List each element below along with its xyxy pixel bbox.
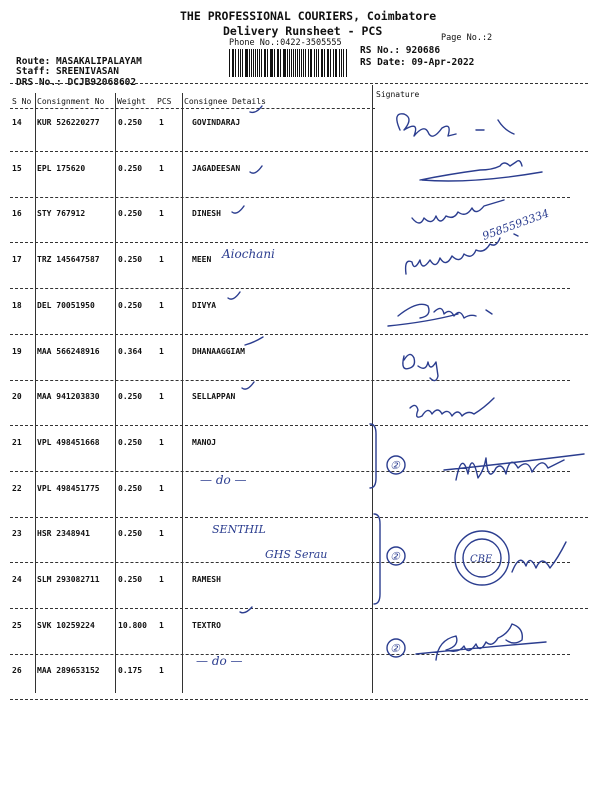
row-divider: [10, 242, 588, 243]
barcode-bar: [240, 49, 241, 77]
row-consignment-no: DEL 70051950: [37, 301, 95, 310]
row-weight: 0.250: [118, 484, 143, 493]
row-consignment-no: KUR 526220277: [37, 118, 100, 127]
company-stamp: [455, 531, 509, 585]
row-consignment-no: SVK 10259224: [37, 621, 95, 630]
barcode-bar: [280, 49, 281, 77]
row-consignee: TEXTRO: [192, 621, 221, 630]
header-rule-bottom: [10, 108, 375, 109]
row-weight: 0.250: [118, 209, 143, 218]
row-consignment-no: MAA 566248916: [37, 347, 100, 356]
barcode-bar: [246, 49, 247, 77]
row-consignee: RAMESH: [192, 575, 221, 584]
barcode-bar: [308, 49, 309, 77]
barcode-bar: [229, 49, 230, 77]
row-consignment-no: HSR 2348941: [37, 529, 90, 538]
row-pcs: 1: [159, 575, 164, 584]
row-sno: 25: [12, 621, 22, 630]
row-weight: 0.250: [118, 301, 143, 310]
row-weight: 0.364: [118, 347, 143, 356]
row-divider: [10, 380, 570, 381]
runsheet-title: Delivery Runsheet - PCS: [223, 24, 383, 38]
signature-row19: [403, 354, 438, 380]
drs-number: DRS No.: DCJB92068602: [16, 77, 137, 88]
row-divider: [10, 654, 570, 655]
row-sno: 23: [12, 529, 22, 538]
barcode-bar: [330, 49, 331, 77]
rs-date: RS Date: 09-Apr-2022: [360, 57, 475, 68]
route-label: Route: MASAKALIPALAYAM: [16, 56, 142, 67]
rs-number: RS No.: 920686: [360, 45, 441, 56]
barcode-bar: [336, 49, 337, 77]
barcode-bar: [235, 49, 236, 77]
row-divider: [10, 608, 588, 609]
barcode-bar: [297, 49, 298, 77]
tick-mark: [250, 106, 262, 112]
row-consignee: GOVINDARAJ: [192, 118, 241, 127]
signature-row20: [410, 398, 494, 417]
handwritten-name-row23: SENTHIL: [212, 523, 266, 536]
row-divider: [10, 471, 570, 472]
barcode-bar: [259, 49, 260, 77]
row-weight: 0.175: [118, 666, 143, 675]
signature-row14: [397, 114, 514, 136]
signature-row15: [420, 161, 542, 181]
row-consignee: DHANAAGGIAM: [192, 347, 245, 356]
row-pcs: 1: [159, 118, 164, 127]
barcode-bar: [341, 49, 342, 77]
staff-label: Staff: SREENIVASAN: [16, 66, 119, 77]
barcode: [229, 49, 347, 77]
col-header-consignment: Consignment No: [37, 97, 105, 106]
count-mark: ②: [390, 550, 400, 563]
barcode-bar: [274, 49, 275, 77]
row-sno: 20: [12, 392, 22, 401]
count-mark: ②: [390, 459, 400, 472]
barcode-bar: [314, 49, 315, 77]
col-sep: [372, 85, 373, 693]
row-sno: 19: [12, 347, 22, 356]
row-weight: 0.250: [118, 118, 143, 127]
col-header-signature: Signature: [376, 90, 420, 99]
col-sep: [115, 93, 116, 693]
phone-number: Phone No.:0422-3505555: [229, 38, 342, 48]
row-consignment-no: EPL 175620: [37, 164, 86, 173]
row-weight: 0.250: [118, 575, 143, 584]
row-consignee: DIVYA: [192, 301, 217, 310]
row-divider: [10, 197, 570, 198]
row-pcs: 1: [159, 164, 164, 173]
row-pcs: 1: [159, 621, 164, 630]
row-divider: [10, 425, 588, 426]
row-consignment-no: VPL 498451668: [37, 438, 100, 447]
row-divider: [10, 151, 588, 152]
row-divider: [10, 334, 588, 335]
col-header-pcs: PCS: [157, 97, 172, 106]
row-divider: [10, 288, 570, 289]
row-consignee: DINESH: [192, 209, 221, 218]
company-stamp-inner: [463, 539, 501, 577]
row-weight: 0.250: [118, 255, 143, 264]
barcode-bar: [322, 49, 323, 77]
handwritten-ditto-row26: — do —: [196, 654, 243, 668]
row-sno: 14: [12, 118, 22, 127]
signature-row23-24: [512, 542, 566, 572]
handwritten-phone: 9585593334: [480, 206, 551, 243]
row-pcs: 1: [159, 392, 164, 401]
row-consignment-no: TRZ 145647587: [37, 255, 100, 264]
row-weight: 0.250: [118, 392, 143, 401]
stamp-text: CBE: [470, 554, 493, 565]
row-sno: 18: [12, 301, 22, 310]
count-mark: ②: [390, 642, 400, 655]
row-sno: 24: [12, 575, 22, 584]
tick-mark: [228, 292, 240, 299]
row-pcs: 1: [159, 666, 164, 675]
col-header-consignee: Consignee Details: [184, 97, 266, 106]
row-consignment-no: STY 767912: [37, 209, 86, 218]
handwritten-name-row17: Aiochani: [222, 247, 275, 261]
barcode-bar: [295, 49, 296, 77]
col-sep: [182, 93, 183, 693]
bracket: [374, 514, 380, 604]
handwritten-ditto-row22: — do —: [200, 473, 247, 487]
col-header-sno: S No: [12, 97, 32, 106]
tick-mark: [232, 206, 244, 213]
row-consignment-no: MAA 289653152: [37, 666, 100, 675]
row-consignee: MANOJ: [192, 438, 217, 447]
col-header-weight: Weight: [117, 97, 146, 106]
row-weight: 10.800: [118, 621, 147, 630]
barcode-bar: [289, 49, 290, 77]
company-title: THE PROFESSIONAL COURIERS, Coimbatore: [180, 9, 437, 23]
signature-row16: [412, 200, 504, 223]
barcode-bar: [253, 49, 254, 77]
barcode-bar: [343, 49, 344, 77]
row-consignee: MEEN: [192, 255, 212, 264]
row-divider: [10, 562, 570, 563]
row-sno: 17: [12, 255, 22, 264]
row-pcs: 1: [159, 529, 164, 538]
row-pcs: 1: [159, 209, 164, 218]
row-consignee: JAGADEESAN: [192, 164, 241, 173]
row-pcs: 1: [159, 484, 164, 493]
row-sno: 15: [12, 164, 22, 173]
row-consignment-no: SLM 293082711: [37, 575, 100, 584]
row-sno: 21: [12, 438, 22, 447]
row-weight: 0.250: [118, 438, 143, 447]
barcode-bar: [242, 49, 243, 77]
tick-mark: [242, 382, 254, 389]
row-sno: 22: [12, 484, 22, 493]
barcode-bar: [261, 49, 262, 77]
row-pcs: 1: [159, 301, 164, 310]
signature-row17: [406, 234, 518, 274]
signature-row21-22: [444, 454, 584, 480]
barcode-bar: [271, 49, 272, 77]
row-divider: [10, 699, 588, 700]
page-number: Page No.:2: [441, 33, 493, 43]
tick-mark: [250, 166, 262, 173]
barcode-bar: [284, 49, 285, 77]
bracket: [370, 424, 376, 488]
row-divider: [10, 517, 588, 518]
row-weight: 0.250: [118, 164, 143, 173]
barcode-bar: [327, 49, 328, 77]
row-pcs: 1: [159, 347, 164, 356]
row-consignment-no: MAA 941203830: [37, 392, 100, 401]
tick-mark: [245, 337, 263, 345]
row-weight: 0.250: [118, 529, 143, 538]
row-sno: 16: [12, 209, 22, 218]
header-rule-top: [10, 83, 588, 84]
handwritten-note-row23: GHS Serau: [265, 548, 328, 561]
row-consignment-no: VPL 498451775: [37, 484, 100, 493]
row-sno: 26: [12, 666, 22, 675]
barcode-bar: [265, 49, 266, 77]
col-sep: [35, 93, 36, 693]
barcode-bar: [303, 49, 304, 77]
row-pcs: 1: [159, 438, 164, 447]
signature-row18: [388, 304, 492, 326]
barcode-bar: [316, 49, 317, 77]
row-consignee: SELLAPPAN: [192, 392, 236, 401]
row-pcs: 1: [159, 255, 164, 264]
